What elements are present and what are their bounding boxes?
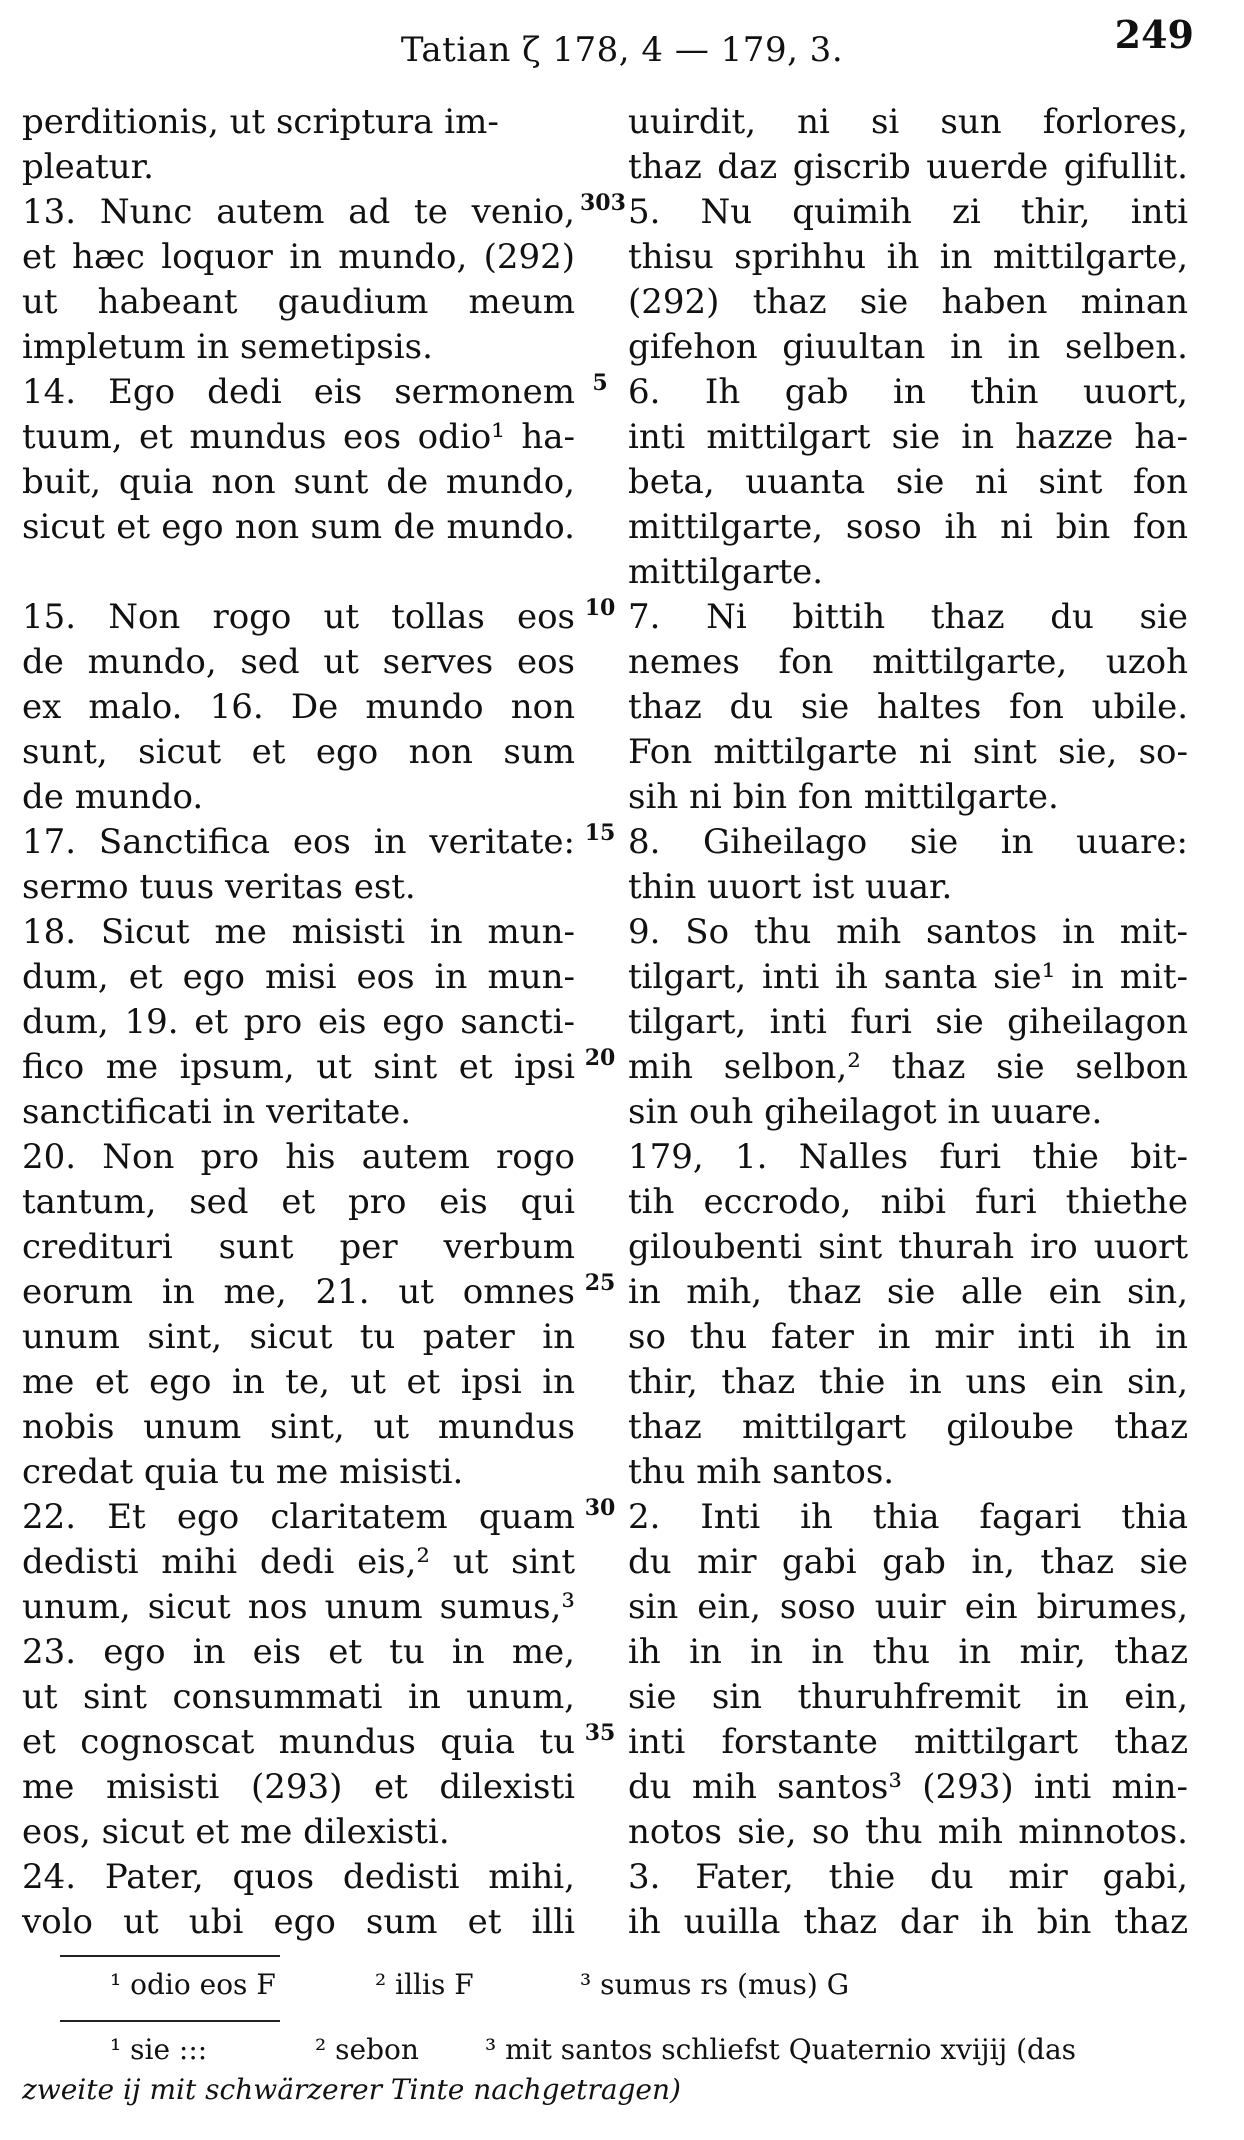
latin-line: 17. Sanctifica eos in veritate: xyxy=(22,822,575,862)
latin-line: dum, et ego misi eos in mun- xyxy=(22,957,575,997)
ohg-line: du mih santos³ (293) inti min- xyxy=(628,1767,1188,1807)
line-number: 5 xyxy=(592,370,608,396)
ohg-line: uuirdit, ni si sun forlores, xyxy=(628,102,1188,142)
ohg-line: 8. Giheilago sie in uuare: xyxy=(628,822,1188,862)
latin-line: fico me ipsum, ut sint et ipsi xyxy=(22,1047,575,1087)
latin-line: impletum in semetipsis. xyxy=(22,327,433,367)
latin-line: dedisti mihi dedi eis,² ut sint xyxy=(22,1542,575,1582)
line-number: 15 xyxy=(584,820,616,846)
ohg-line: ih uuilla thaz dar ih bin thaz xyxy=(628,1902,1188,1942)
ohg-line: gifehon giuultan in in selben. xyxy=(628,327,1188,367)
latin-line: et hæc loquor in mundo, (292) xyxy=(22,237,575,277)
ohg-line: notos sie, so thu mih minnotos. xyxy=(628,1812,1188,1852)
ohg-line: 6. Ih gab in thin uuort, xyxy=(628,372,1188,412)
latin-line: de mundo, sed ut serves eos xyxy=(22,642,575,682)
latin-line xyxy=(22,550,575,595)
ohg-line: inti forstante mittilgart thaz xyxy=(628,1722,1188,1762)
latin-line: buit, quia non sunt de mundo, xyxy=(22,462,575,502)
latin-line: 14. Ego dedi eis sermonem xyxy=(22,372,575,412)
ohg-line: thaz du sie haltes fon ubile. xyxy=(628,687,1188,727)
footnote-ohg-3: ³ mit santos schliefst Quaternio xvijij (das xyxy=(485,2033,1077,2066)
latin-line: sermo tuus veritas est. xyxy=(22,867,416,907)
ohg-line: nemes fon mittilgarte, uzoh xyxy=(628,642,1188,682)
latin-line: ut habeant gaudium meum xyxy=(22,282,575,322)
line-number: 35 xyxy=(584,1720,616,1746)
ohg-line: beta, uuanta sie ni sint fon xyxy=(628,462,1188,502)
ohg-line: tilgart, inti ih santa sie¹ in mit- xyxy=(628,957,1188,997)
latin-line: volo ut ubi ego sum et illi xyxy=(22,1902,575,1942)
ohg-line: inti mittilgart sie in hazze ha- xyxy=(628,417,1188,457)
ohg-line: sin ouh giheilagot in uuare. xyxy=(628,1092,1103,1132)
latin-line: perditionis, ut scriptura im- xyxy=(22,102,499,142)
ohg-line: 3. Fater, thie du mir gabi, xyxy=(628,1857,1188,1897)
ohg-line: so thu fater in mir inti ih in xyxy=(628,1317,1188,1357)
footnote-latin-1: ¹ odio eos F xyxy=(110,1968,276,2001)
latin-line: unum sint, sicut tu pater in xyxy=(22,1317,575,1357)
latin-line: et cognoscat mundus quia tu xyxy=(22,1722,575,1762)
ohg-line: Fon mittilgarte ni sint sie, so- xyxy=(628,732,1188,772)
latin-line: sicut et ego non sum de mundo. xyxy=(22,507,575,547)
line-number: 25 xyxy=(584,1270,616,1296)
latin-line: 23. ego in eis et tu in me, xyxy=(22,1632,575,1672)
latin-line: ut sint consummati in unum, xyxy=(22,1677,575,1717)
ohg-line: tilgart, inti furi sie giheilagon xyxy=(628,1002,1188,1042)
old-high-german-column xyxy=(628,100,1188,1945)
ohg-line: 7. Ni bittih thaz du sie xyxy=(628,597,1188,637)
latin-line: eos, sicut et me dilexisti. xyxy=(22,1812,450,1852)
ohg-line: 179, 1. Nalles furi thie bit- xyxy=(628,1137,1188,1177)
latin-line: sunt, sicut et ego non sum xyxy=(22,732,575,772)
latin-line: credat quia tu me misisti. xyxy=(22,1452,464,1492)
latin-line: ex malo. 16. De mundo non xyxy=(22,687,575,727)
latin-line: dum, 19. et pro eis ego sancti- xyxy=(22,1002,575,1042)
latin-line: me misisti (293) et dilexisti xyxy=(22,1767,575,1807)
latin-line: credituri sunt per verbum xyxy=(22,1227,575,1267)
latin-line: 24. Pater, quos dedisti mihi, xyxy=(22,1857,575,1897)
ohg-line: sin ein, soso uuir ein birumes, xyxy=(628,1587,1188,1627)
ohg-line: thu mih santos. xyxy=(628,1452,895,1492)
ohg-line: 9. So thu mih santos in mit- xyxy=(628,912,1188,952)
ohg-line: ih in in in thu in mir, thaz xyxy=(628,1632,1188,1672)
footnote-latin-3: ³ sumus rs (mus) G xyxy=(580,1968,850,2001)
footnote-divider xyxy=(60,2020,280,2022)
latin-line: pleatur. xyxy=(22,147,154,187)
latin-line: tantum, sed et pro eis qui xyxy=(22,1182,575,1222)
ohg-line: mittilgarte. xyxy=(628,552,824,592)
latin-line: unum, sicut nos unum sumus,³ xyxy=(22,1587,575,1627)
line-number: 303 xyxy=(580,190,626,216)
line-number: 10 xyxy=(584,595,616,621)
footnote-ohg-3-continued: zweite ij mit schwärzerer Tinte nachgetragen) xyxy=(22,2073,681,2106)
running-title: Tatian ζ 178, 4 — 179, 3. xyxy=(400,30,844,70)
latin-line: de mundo. xyxy=(22,777,204,817)
ohg-line: thir, thaz thie in uns ein sin, xyxy=(628,1362,1188,1402)
page-number: 249 xyxy=(1114,12,1194,57)
ohg-line: thin uuort ist uuar. xyxy=(628,867,953,907)
latin-line: 15. Non rogo ut tollas eos xyxy=(22,597,575,637)
footnote-ohg-1: ¹ sie ::: xyxy=(110,2033,208,2066)
ohg-line: thisu sprihhu ih in mittilgarte, xyxy=(628,237,1188,277)
ohg-line: 2. Inti ih thia fagari thia xyxy=(628,1497,1188,1537)
ohg-line: (292) thaz sie haben minan xyxy=(628,282,1188,322)
latin-line: tuum, et mundus eos odio¹ ha- xyxy=(22,417,575,457)
ohg-line: sie sin thuruhfremit in ein, xyxy=(628,1677,1188,1717)
ohg-line: 5. Nu quimih zi thir, inti xyxy=(628,192,1188,232)
latin-column xyxy=(22,100,575,1945)
ohg-line: in mih, thaz sie alle ein sin, xyxy=(628,1272,1188,1312)
ohg-line: thaz mittilgart giloube thaz xyxy=(628,1407,1188,1447)
line-number: 20 xyxy=(584,1045,616,1071)
ohg-line: sih ni bin fon mittilgarte. xyxy=(628,777,1059,817)
ohg-line: thaz daz giscrib uuerde gifullit. xyxy=(628,147,1188,187)
latin-line: nobis unum sint, ut mundus xyxy=(22,1407,575,1447)
ohg-line: tih eccrodo, nibi furi thiethe xyxy=(628,1182,1188,1222)
latin-line: me et ego in te, ut et ipsi in xyxy=(22,1362,575,1402)
footnote-ohg-2: ² sebon xyxy=(315,2033,419,2066)
ohg-line: mih selbon,² thaz sie selbon xyxy=(628,1047,1188,1087)
ohg-line: du mir gabi gab in, thaz sie xyxy=(628,1542,1188,1582)
latin-line: sanctificati in veritate. xyxy=(22,1092,412,1132)
ohg-line: giloubenti sint thurah iro uuort xyxy=(628,1227,1188,1267)
latin-line: 20. Non pro his autem rogo xyxy=(22,1137,575,1177)
ohg-line: mittilgarte, soso ih ni bin fon xyxy=(628,507,1188,547)
latin-line: 22. Et ego claritatem quam xyxy=(22,1497,575,1537)
footnote-latin-2: ² illis F xyxy=(375,1968,474,2001)
latin-line: 18. Sicut me misisti in mun- xyxy=(22,912,575,952)
latin-line: 13. Nunc autem ad te venio, xyxy=(22,192,575,232)
footnote-divider xyxy=(60,1955,280,1957)
latin-line: eorum in me, 21. ut omnes xyxy=(22,1272,575,1312)
line-number: 30 xyxy=(584,1495,616,1521)
